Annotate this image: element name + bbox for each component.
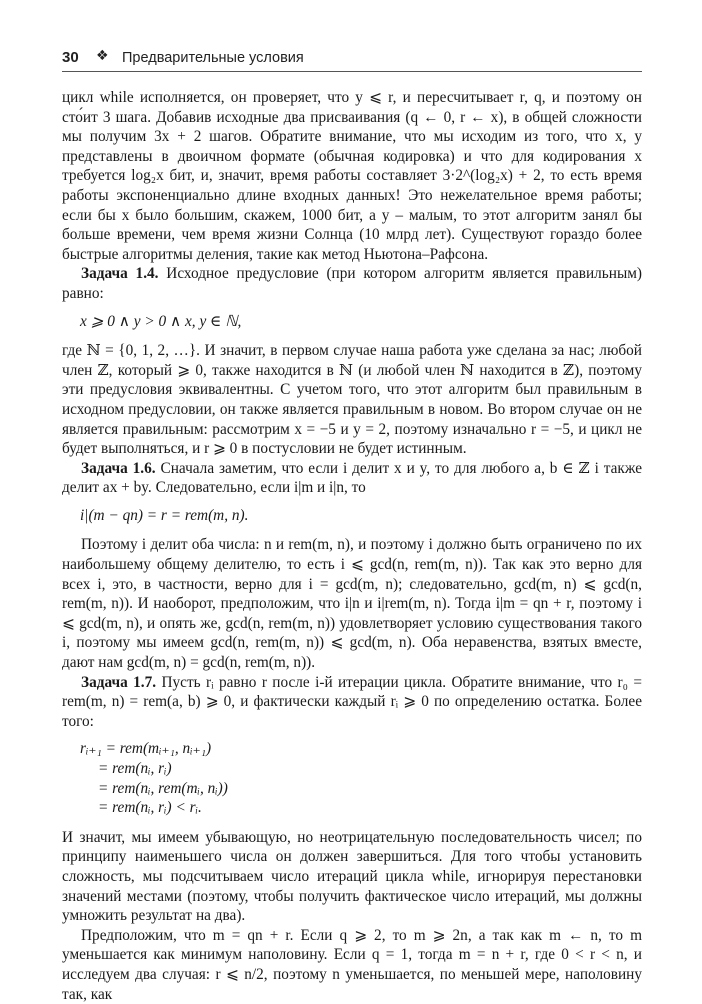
precondition-formula bbox=[80, 312, 642, 332]
exercise-label: Задача 1.4. bbox=[81, 265, 159, 283]
exercise-text: Пусть rᵢ равно r после i-й итерации цикла. Обратите внимание, что r₀ = rem(m, n) = rem(a, b) ⩾ 0, и фактически каждый rᵢ ⩾ 0 по определению остатка. Более того: bbox=[62, 673, 642, 730]
header-rule bbox=[62, 71, 642, 72]
chapter-title: Предварительные условия bbox=[122, 50, 304, 66]
divisibility-formula bbox=[80, 506, 642, 526]
ornament-icon: ❖ bbox=[96, 47, 109, 63]
formula-line: = rem(nᵢ, rem(mᵢ, nᵢ)) bbox=[98, 779, 228, 797]
paragraph-continuation: цикл while исполняется, он проверяет, что y ⩽ r, и пересчитывает r, q, и поэтому он сто́ит 3 шага. Добавив исходные два присваивания (q ← 0, r ← x), в общей сложности мы получим 3x + 2 шагов. Обратите внимание, что мы исходим из того, что x, y представлены в двоичном формате (обычная кодировка) и что для кодирования x требуется log₂x бит, и, значит, время работы составляет 3·2^(log₂x) + 2, то есть время работы экспоненциально длине входных данных! Это нежелательное время работы; если бы x было большим, скажем, 1000 бит, а y – малым, то этот алгоритм занял бы больше времени, чем время жизни Солнца (10 млрд лет). Существуют гораздо более быстрые алгоритмы деления, такие как метод Ньютона–Рафсона. bbox=[62, 89, 642, 263]
running-header bbox=[62, 47, 642, 71]
formula-text: i|(m − qn) = r = rem(m, n). bbox=[80, 506, 249, 524]
exercise-1-4 bbox=[62, 264, 642, 303]
formula-line: = rem(nᵢ, rᵢ) < rᵢ. bbox=[98, 799, 202, 817]
exercise-1-7-body: И значит, мы имеем убывающую, но неотрицательную последовательность чисел; по принципу наименьшего числа он должен завершиться. Для того чтобы установить сложность, мы подсчитываем число итераций цикла while, игнорируя перестановки значений местами (поэтому, чтобы получить фактическое число итераций, мы должны умножить результат на два). bbox=[62, 828, 642, 925]
remainder-derivation bbox=[62, 739, 642, 817]
exercise-text: Сначала заметим, что если i делит x и y, то для любого a, b ∈ ℤ i также делит ax + by. Следовательно, если i|m и i|n, то bbox=[62, 459, 642, 497]
exercise-label: Задача 1.7. bbox=[81, 673, 157, 691]
exercise-1-7-continuation: Предположим, что m = qn + r. Если q ⩾ 2, то m ⩾ 2n, а так как m ← n, то m уменьшается как минимум наполовину. Если q = 1, тогда m = n + r, где 0 < r < n, и исследуем два случая: r ⩽ n/2, поэтому n уменьшается, по меньшей мере, наполовину так, как bbox=[62, 926, 642, 1003]
exercise-1-6-body: Поэтому i делит оба числа: n и rem(m, n), и поэтому i должно быть ограничено по их наибольшему общему делителю, то есть i ⩽ gcd(n, rem(m, n)). Так как это верно для всех i, это, в частности, верно для i = gcd(m, n); следовательно, gcd(m, n) ⩽ gcd(n, rem(m, n)). И наоборот, предположим, что i|n и i|rem(m, n). Тогда i|m = qn + r, поэтому i ⩽ gcd(m, n), и опять же, gcd(n, rem(m, n)) удовлетворяет условию существования такого i, поэтому мы имеем gcd(n, rem(m, n)) ⩽ gcd(m, n). Оба неравенства, взятых вместе, дают нам gcd(m, n) = gcd(n, rem(m, n)). bbox=[62, 536, 642, 672]
formula-line: rᵢ₊₁ = rem(mᵢ₊₁, nᵢ₊₁) bbox=[80, 740, 212, 758]
page-body bbox=[62, 88, 642, 1004]
page-number: 30 bbox=[62, 49, 79, 66]
formula-text: x ⩾ 0 ∧ y > 0 ∧ x, y ∈ ℕ, bbox=[80, 312, 242, 330]
exercise-1-7 bbox=[62, 673, 642, 732]
exercise-1-4-body: где ℕ = {0, 1, 2, …}. И значит, в первом случае наша работа уже сделана за нас; любой член ℤ, который ⩾ 0, также находится в ℕ (и любой член ℕ находится в ℤ), поэтому эти предусловия эквивалентны. С учетом того, что этот алгоритм был правильным в исходном предусловии, он также является правильным в новом. Во втором случае он не является правильным: рассмотрим x = −5 и y = 2, поэтому изначально r = −5, и цикл не будет выполняться, и r ⩾ 0 в постусловии не будет истинным. bbox=[62, 342, 642, 458]
exercise-label: Задача 1.6. bbox=[81, 459, 156, 477]
exercise-text: Исходное предусловие (при котором алгоритм является правильным) равно: bbox=[62, 265, 642, 302]
exercise-1-6 bbox=[62, 459, 642, 498]
formula-line: = rem(nᵢ, rᵢ) bbox=[98, 760, 172, 777]
